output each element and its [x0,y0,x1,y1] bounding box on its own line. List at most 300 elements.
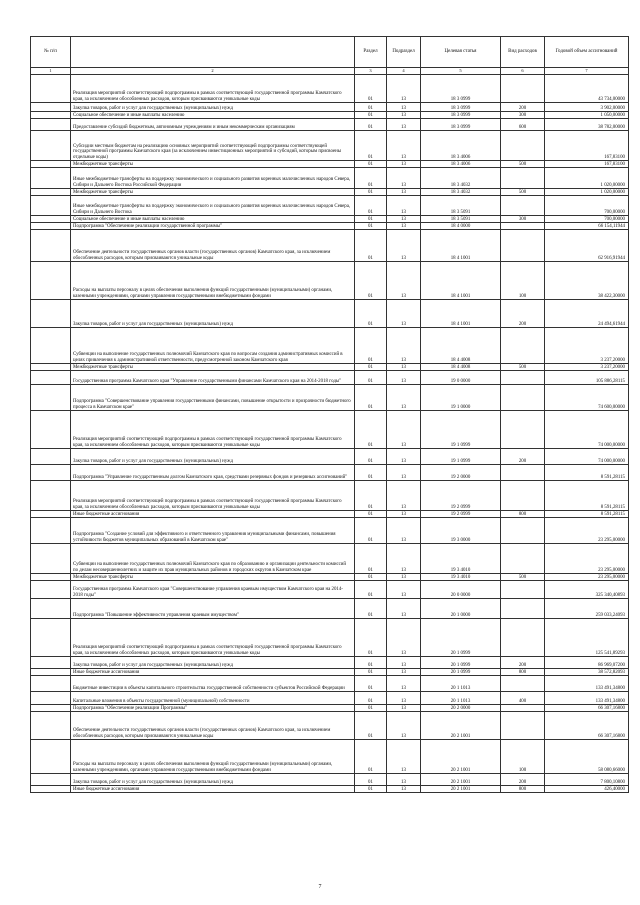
row-name-cell: Межбюджетные трансферты [71,161,355,168]
row-target-article-cell: 20 2 1001 [421,740,501,774]
row-target-article-cell: 18 4 0000 [421,223,501,230]
row-name-cell: Подпрограмма "Обеспечение реализации государственной программы" [71,223,355,230]
row-podrazdel-cell: 13 [387,230,421,262]
row-razdel-cell: 01 [355,669,387,676]
row-expense-type-cell [501,481,545,511]
row-expense-type-cell [501,599,545,619]
row-sum-cell: 43 734,00000 [545,75,629,103]
row-razdel-cell: 01 [355,223,387,230]
row-sum-cell: 38 782,00000 [545,119,629,131]
row-expense-type-cell: 100 [501,262,545,300]
table-row [31,364,629,371]
row-target-article-cell: 19 3 4010 [421,544,501,574]
row-podrazdel-cell: 13 [387,740,421,774]
row-name-cell: Подпрограмма "Обеспечение реализации Программы" [71,705,355,712]
row-name-cell: Иные бюджетные ассигнования [71,786,355,793]
row-sum-cell: 133 491,34800 [545,676,629,692]
header-annual-volume: Годовой объем ассигнований [545,37,629,68]
row-razdel-cell: 01 [355,712,387,740]
row-expense-type-cell: 300 [501,112,545,119]
col-number: 6 [501,68,545,75]
row-sum-cell: 3 902,00000 [545,103,629,112]
table-row [31,657,629,669]
row-expense-type-cell: 600 [501,119,545,131]
row-target-article-cell: 18 3 4006 [421,131,501,161]
row-podrazdel-cell: 13 [387,599,421,619]
row-name-cell: Обеспечение деятельности государственных органов власти (государственных органов) Камчатского края, за исключением обособленных расходов, которым присваиваются уникальные коды [71,712,355,740]
row-sum-cell: 259 033,24093 [545,599,629,619]
row-expense-type-cell: 500 [501,364,545,371]
row-razdel-cell: 01 [355,574,387,581]
table-row [31,131,629,161]
row-podrazdel-cell: 13 [387,676,421,692]
row-num-cell [31,657,71,669]
row-expense-type-cell: 800 [501,669,545,676]
row-razdel-cell: 01 [355,168,387,189]
table-row [31,449,629,465]
row-sum-cell: 86 969,07200 [545,657,629,669]
row-podrazdel-cell: 13 [387,131,421,161]
row-target-article-cell: 19 2 0999 [421,511,501,518]
row-razdel-cell: 01 [355,75,387,103]
row-razdel-cell: 01 [355,449,387,465]
row-expense-type-cell [501,168,545,189]
row-num-cell [31,449,71,465]
column-number-row [31,68,629,75]
row-sum-cell: 23 295,00000 [545,544,629,574]
row-name-cell: Реализация мероприятий соответствующей подпрограммы в рамках соответствующей государственной программы Камчатского края, за исключением обособленных расходов, которым присваиваются уникальные коды [71,411,355,449]
table-row [31,216,629,223]
row-expense-type-cell: 200 [501,774,545,786]
row-podrazdel-cell: 13 [387,300,421,328]
row-name-cell: Межбюджетные трансферты [71,364,355,371]
header-podrazdel: Подраздел [387,37,421,68]
row-podrazdel-cell: 13 [387,216,421,223]
row-target-article-cell: 18 3 0999 [421,103,501,112]
row-target-article-cell: 18 3 0999 [421,75,501,103]
header-expense-type: Вид расходов [501,37,545,68]
row-expense-type-cell [501,619,545,657]
row-num-cell [31,669,71,676]
row-expense-type-cell: 800 [501,511,545,518]
row-num-cell [31,465,71,481]
row-name-cell: Бюджетные инвестиции в объекты капитального строительства государственной собственности субъектов Российской Федерации [71,676,355,692]
table-row [31,518,629,544]
row-num-cell [31,103,71,112]
row-razdel-cell: 01 [355,385,387,411]
row-expense-type-cell: 200 [501,300,545,328]
row-name-cell: Предоставление субсидий бюджетным, автономным учреждениям и иным некоммерческим организациям [71,119,355,131]
row-name-cell: Реализация мероприятий соответствующей подпрограммы в рамках соответствующей государственной программы Камчатского края, за исключением обособленных расходов, которым присваиваются уникальные коды [71,75,355,103]
row-sum-cell: 700,00000 [545,216,629,223]
row-podrazdel-cell: 13 [387,465,421,481]
table-row [31,300,629,328]
row-name-cell: Субвенции на выполнение государственных полномочий Камчатского края по вопросам создания административных комиссий в целях привлечения к административной ответственности, предусмотренной законом Камчатского края [71,328,355,364]
row-sum-cell: 125 541,89293 [545,619,629,657]
row-podrazdel-cell: 13 [387,262,421,300]
row-target-article-cell: 19 1 0000 [421,385,501,411]
row-target-article-cell: 18 4 4008 [421,328,501,364]
row-name-cell: Социальное обеспечение и иные выплаты населению [71,112,355,119]
table-row [31,712,629,740]
row-podrazdel-cell: 13 [387,692,421,705]
table-body [31,75,629,793]
row-razdel-cell: 01 [355,465,387,481]
row-sum-cell: 1 020,00000 [545,189,629,196]
row-target-article-cell: 18 3 4032 [421,189,501,196]
row-num-cell [31,262,71,300]
row-num-cell [31,574,71,581]
table-row [31,774,629,786]
page-number: 7 [318,884,322,890]
row-num-cell [31,364,71,371]
row-podrazdel-cell: 13 [387,371,421,385]
row-razdel-cell: 01 [355,705,387,712]
row-podrazdel-cell: 13 [387,619,421,657]
row-sum-cell: 62 916,91944 [545,230,629,262]
header-num: № п/п [31,37,71,68]
row-podrazdel-cell: 13 [387,574,421,581]
row-name-cell: Закупка товаров, работ и услуг для государственных (муниципальных) нужд [71,449,355,465]
row-name-cell: Подпрограмма "Управление государственным долгом Камчатского края, средствами резервных фондов и резервных ассигнований" [71,465,355,481]
row-num-cell [31,676,71,692]
row-expense-type-cell [501,465,545,481]
row-target-article-cell: 18 3 0999 [421,119,501,131]
row-num-cell [31,300,71,328]
row-target-article-cell: 20 1 1013 [421,676,501,692]
row-num-cell [31,223,71,230]
row-razdel-cell: 01 [355,619,387,657]
row-expense-type-cell [501,230,545,262]
row-num-cell [31,518,71,544]
row-sum-cell: 38 422,30000 [545,262,629,300]
row-num-cell [31,411,71,449]
row-target-article-cell: 19 0 0000 [421,371,501,385]
row-sum-cell: 105 886,28115 [545,371,629,385]
row-name-cell: Обеспечение деятельности государственных органов власти (государственных органов) Камчатского края, за исключением обособленных расходов, которым присваиваются уникальные коды [71,230,355,262]
row-podrazdel-cell: 13 [387,168,421,189]
row-sum-cell: 133 491,34800 [545,692,629,705]
row-podrazdel-cell: 13 [387,581,421,599]
row-razdel-cell: 01 [355,112,387,119]
table-row [31,103,629,112]
row-name-cell: Подпрограмма "Создание условий для эффективного и ответственного управления муниципальными финансами, повышения устойчивости бюджетов муниципальных образований в Камчатском крае" [71,518,355,544]
row-podrazdel-cell: 13 [387,196,421,216]
row-num-cell [31,786,71,793]
row-target-article-cell: 20 1 0999 [421,657,501,669]
row-podrazdel-cell: 13 [387,705,421,712]
row-sum-cell: 8 591,28115 [545,481,629,511]
row-razdel-cell: 01 [355,196,387,216]
row-razdel-cell: 01 [355,411,387,449]
row-razdel-cell: 01 [355,692,387,705]
row-expense-type-cell [501,75,545,103]
row-name-cell: Иные бюджетные ассигнования [71,669,355,676]
table-row [31,705,629,712]
row-podrazdel-cell: 13 [387,544,421,574]
row-name-cell: Закупка товаров, работ и услуг для государственных (муниципальных) нужд [71,657,355,669]
row-num-cell [31,131,71,161]
col-number: 1 [31,68,71,75]
row-target-article-cell: 20 1 0999 [421,669,501,676]
row-razdel-cell: 01 [355,544,387,574]
row-razdel-cell: 01 [355,599,387,619]
row-expense-type-cell: 500 [501,189,545,196]
row-razdel-cell: 01 [355,740,387,774]
row-razdel-cell: 01 [355,581,387,599]
row-num-cell [31,619,71,657]
table-row [31,230,629,262]
table-row [31,385,629,411]
row-razdel-cell: 01 [355,189,387,196]
row-target-article-cell: 20 1 0999 [421,619,501,657]
row-razdel-cell: 01 [355,786,387,793]
row-target-article-cell: 20 2 1001 [421,786,501,793]
row-num-cell [31,740,71,774]
table-row [31,189,629,196]
table-row [31,511,629,518]
row-target-article-cell: 20 2 0000 [421,705,501,712]
table-row [31,599,629,619]
row-name-cell: Государственная программа Камчатского края "Управление государственными финансами Камчатского края на 2014-2018 годы" [71,371,355,385]
row-sum-cell: 3 237,20000 [545,364,629,371]
row-podrazdel-cell: 13 [387,411,421,449]
table-row [31,465,629,481]
row-num-cell [31,161,71,168]
row-name-cell: Закупка товаров, работ и услуг для государственных (муниципальных) нужд [71,300,355,328]
row-podrazdel-cell: 13 [387,75,421,103]
row-name-cell: Расходы на выплаты персоналу в целях обеспечения выполнения функций государственными (муниципальными) органами, казенными учреждениями, органами управления государственными внебюджетными фондами [71,740,355,774]
row-num-cell [31,75,71,103]
row-sum-cell: 24 494,61944 [545,300,629,328]
row-sum-cell: 66 307,16800 [545,712,629,740]
row-sum-cell: 23 295,00000 [545,574,629,581]
row-sum-cell: 426,40000 [545,786,629,793]
row-podrazdel-cell: 13 [387,481,421,511]
row-num-cell [31,168,71,189]
row-expense-type-cell [501,705,545,712]
row-num-cell [31,511,71,518]
row-sum-cell: 23 295,00000 [545,518,629,544]
table-row [31,544,629,574]
row-target-article-cell: 20 2 1001 [421,712,501,740]
row-expense-type-cell [501,328,545,364]
row-razdel-cell: 01 [355,511,387,518]
col-number: 5 [421,68,501,75]
row-name-cell: Подпрограмма "Повышение эффективности управления краевым имуществом" [71,599,355,619]
row-podrazdel-cell: 13 [387,449,421,465]
row-sum-cell: 66 307,16800 [545,705,629,712]
table-row [31,669,629,676]
row-num-cell [31,112,71,119]
row-podrazdel-cell: 13 [387,364,421,371]
table-row [31,786,629,793]
row-podrazdel-cell: 13 [387,657,421,669]
row-expense-type-cell [501,581,545,599]
row-target-article-cell: 18 3 5091 [421,196,501,216]
row-podrazdel-cell: 13 [387,161,421,168]
row-sum-cell: 8 591,28115 [545,465,629,481]
row-podrazdel-cell: 13 [387,112,421,119]
row-podrazdel-cell: 13 [387,103,421,112]
row-name-cell: Реализация мероприятий соответствующей подпрограммы в рамках соответствующей государственной программы Камчатского края, за исключением обособленных расходов, которым присваиваются уникальные коды [71,619,355,657]
row-expense-type-cell [501,371,545,385]
row-podrazdel-cell: 13 [387,774,421,786]
row-expense-type-cell [501,518,545,544]
row-num-cell [31,189,71,196]
row-name-cell: Межбюджетные трансферты [71,189,355,196]
row-sum-cell: 38 572,82093 [545,669,629,676]
row-podrazdel-cell: 13 [387,511,421,518]
row-num-cell [31,230,71,262]
table-row [31,676,629,692]
row-sum-cell: 167,83100 [545,161,629,168]
row-expense-type-cell: 800 [501,786,545,793]
row-num-cell [31,774,71,786]
row-expense-type-cell: 500 [501,574,545,581]
row-num-cell [31,371,71,385]
row-razdel-cell: 01 [355,216,387,223]
row-sum-cell: 167,83100 [545,131,629,161]
row-name-cell: Иные межбюджетные трансферты на поддержку экономического и социального развития коренных малочисленных народов Севера, Сибири и Дальнего Востока [71,196,355,216]
row-num-cell [31,481,71,511]
header-name [71,37,355,68]
row-expense-type-cell: 400 [501,692,545,705]
table-row [31,481,629,511]
row-target-article-cell: 18 3 4006 [421,161,501,168]
row-expense-type-cell [501,411,545,449]
row-target-article-cell: 20 0 0000 [421,581,501,599]
table-row [31,262,629,300]
row-sum-cell: 1 050,00000 [545,112,629,119]
row-num-cell [31,544,71,574]
row-expense-type-cell [501,196,545,216]
row-name-cell: Иные бюджетные ассигнования [71,511,355,518]
row-name-cell: Иные межбюджетные трансферты на поддержку экономического и социального развития коренных малочисленных народов Севера, Сибири и Дальнего Востока Российской Федерации [71,168,355,189]
row-expense-type-cell: 200 [501,449,545,465]
table-row [31,692,629,705]
row-podrazdel-cell: 13 [387,328,421,364]
table-row [31,223,629,230]
row-name-cell: Субвенции на выполнение государственных полномочий Камчатского края по образованию и организации деятельности комиссий по делам несовершеннолетних и защите их прав муниципальных районов и городских округов в Камчатском крае [71,544,355,574]
row-name-cell: Закупка товаров, работ и услуг для государственных (муниципальных) нужд [71,774,355,786]
row-expense-type-cell [501,676,545,692]
row-num-cell [31,196,71,216]
table-row [31,574,629,581]
row-name-cell: Государственная программа Камчатского края "Совершенствование управления краевым имуществом Камчатского края на 2014-2018 годы" [71,581,355,599]
row-num-cell [31,119,71,131]
row-num-cell [31,216,71,223]
row-razdel-cell: 01 [355,518,387,544]
table-row [31,411,629,449]
row-podrazdel-cell: 13 [387,119,421,131]
table-row [31,75,629,103]
table-row [31,112,629,119]
row-name-cell: Межбюджетные трансферты [71,574,355,581]
row-expense-type-cell [501,544,545,574]
row-name-cell: Социальное обеспечение и иные выплаты населению [71,216,355,223]
row-num-cell [31,328,71,364]
row-target-article-cell: 19 1 0999 [421,449,501,465]
row-name-cell: Закупка товаров, работ и услуг для государственных (муниципальных) нужд [71,103,355,112]
row-target-article-cell: 18 4 1001 [421,300,501,328]
table-header-row [31,37,629,68]
row-expense-type-cell: 300 [501,216,545,223]
table-row [31,196,629,216]
col-number: 2 [71,68,355,75]
table-row [31,740,629,774]
row-razdel-cell: 01 [355,262,387,300]
row-razdel-cell: 01 [355,300,387,328]
row-razdel-cell: 01 [355,161,387,168]
table-row [31,619,629,657]
header-razdel: Раздел [355,37,387,68]
row-name-cell: Реализация мероприятий соответствующей подпрограммы в рамках соответствующей государственной программы Камчатского края, за исключением обособленных расходов, которым присваиваются уникальные коды [71,481,355,511]
row-razdel-cell: 01 [355,131,387,161]
row-target-article-cell: 18 4 1001 [421,230,501,262]
row-razdel-cell: 01 [355,774,387,786]
row-razdel-cell: 01 [355,657,387,669]
row-num-cell [31,712,71,740]
row-razdel-cell: 01 [355,676,387,692]
row-sum-cell: 74 600,00000 [545,385,629,411]
table-row [31,161,629,168]
row-target-article-cell: 18 4 1001 [421,262,501,300]
row-sum-cell: 8 591,28115 [545,511,629,518]
row-num-cell [31,599,71,619]
row-sum-cell: 7 800,10800 [545,774,629,786]
table-row [31,168,629,189]
budget-allocation-table [30,36,629,793]
row-target-article-cell: 18 3 4032 [421,168,501,189]
row-sum-cell: 66 154,11944 [545,223,629,230]
row-num-cell [31,385,71,411]
row-target-article-cell: 19 2 0000 [421,465,501,481]
row-podrazdel-cell: 13 [387,223,421,230]
row-sum-cell: 74 000,00000 [545,411,629,449]
row-sum-cell: 325 340,40893 [545,581,629,599]
row-name-cell: Субсидии местным бюджетам на реализацию основных мероприятий соответствующей подпрограммы соответствующей государственной программы Камчатского края (за исключением инвестиционных мероприятий и субсидий, которым присвоены отдельные коды) [71,131,355,161]
row-sum-cell: 700,00000 [545,196,629,216]
budget-table-sheet [30,36,628,793]
table-row [31,119,629,131]
row-razdel-cell: 01 [355,371,387,385]
row-name-cell: Капитальные вложения в объекты государственной (муниципальной) собственности [71,692,355,705]
row-target-article-cell: 20 2 1001 [421,774,501,786]
row-num-cell [31,692,71,705]
row-sum-cell: 58 080,66000 [545,740,629,774]
row-sum-cell: 74 000,00000 [545,449,629,465]
row-sum-cell: 1 020,00000 [545,168,629,189]
header-target-article: Целевая статья [421,37,501,68]
row-num-cell [31,705,71,712]
row-razdel-cell: 01 [355,328,387,364]
row-target-article-cell: 20 1 0000 [421,599,501,619]
row-podrazdel-cell: 13 [387,712,421,740]
row-podrazdel-cell: 13 [387,385,421,411]
row-target-article-cell: 19 2 0999 [421,481,501,511]
row-podrazdel-cell: 13 [387,786,421,793]
col-number: 3 [355,68,387,75]
row-expense-type-cell: 500 [501,161,545,168]
table-row [31,371,629,385]
row-target-article-cell: 18 3 0999 [421,112,501,119]
row-target-article-cell: 19 3 0000 [421,518,501,544]
row-expense-type-cell: 100 [501,740,545,774]
row-podrazdel-cell: 13 [387,189,421,196]
row-expense-type-cell [501,131,545,161]
row-target-article-cell: 18 4 4008 [421,364,501,371]
